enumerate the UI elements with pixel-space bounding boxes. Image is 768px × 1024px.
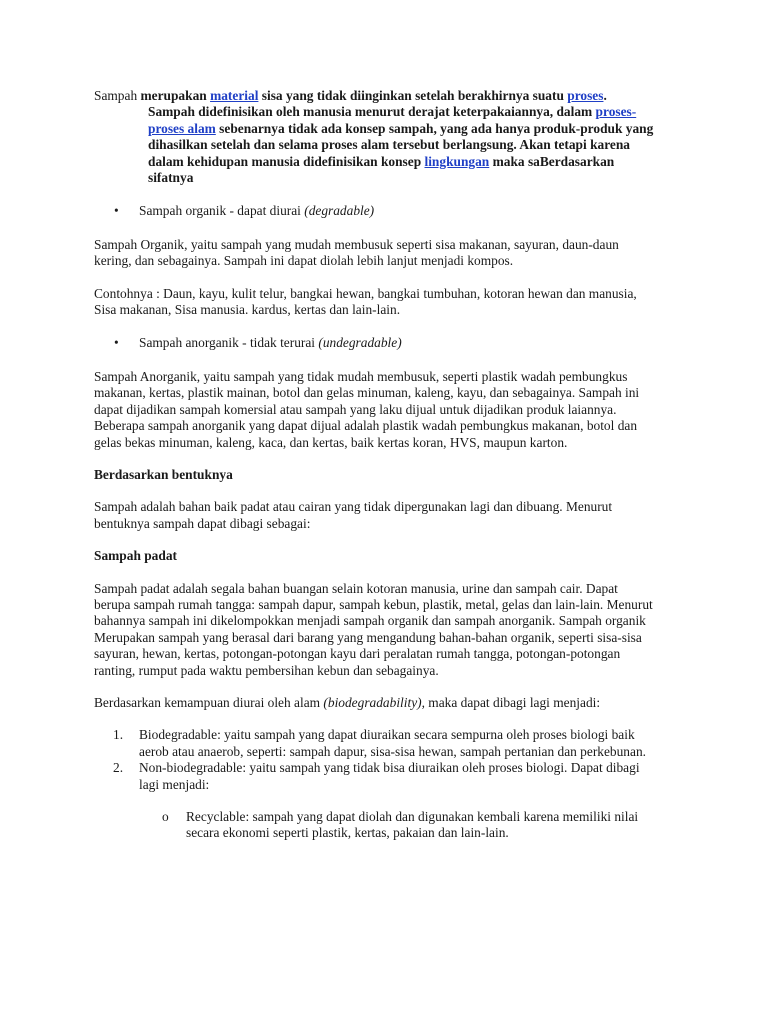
kemampuan-text-1: Berdasarkan kemampuan diurai oleh alam <box>94 694 324 710</box>
kemampuan-paragraph <box>94 695 654 711</box>
list-number: 2. <box>113 760 124 776</box>
bullet-anorganik <box>94 335 654 351</box>
sublist-item-text: Recyclable: sampah yang dapat diolah dan digunakan kembali karena memiliki nilai secara ekonomi seperti plastik, kertas, pakaian dan lain-lain. <box>186 809 639 841</box>
link-lingkungan[interactable]: lingkungan <box>424 153 490 169</box>
bullet-mark: • <box>114 203 119 219</box>
sublist-item <box>94 809 654 842</box>
bullet-organik-italic: (degradable) <box>304 203 375 219</box>
intro-text-3: . Sampah didefinisikan oleh manusia menurut derajat keterpakaiannya, dalam <box>148 88 607 120</box>
contoh-paragraph: Contohnya : Daun, kayu, kulit telur, bangkai hewan, bangkai tumbuhan, kotoran hewan dan manusia, Sisa makanan, Sisa manusia. kardus, kertas dan lain-lain. <box>94 285 637 318</box>
sublist-mark: o <box>162 809 169 824</box>
intro-text-1: merupakan <box>140 88 211 103</box>
bullet-organik <box>94 203 654 219</box>
kemampuan-italic: (biodegradability) <box>323 694 422 710</box>
list-item-text: Non-biodegradable: yaitu sampah yang tidak bisa diuraikan oleh proses biologi. Dapat dibagi lagi menjadi: <box>139 760 640 792</box>
anorganik-definition: Sampah Anorganik, yaitu sampah yang tidak mudah membusuk, seperti plastik wadah pembungkus makanan, kertas, plastik mainan, botol dan gelas minuman, kaleng, kayu, dan sebagainya. Sampah ini dapat dijadikan sampah komersial atau sampah yang laku dijual untuk dijadikan produk laiannya. Beberapa sampah anorganik yang dapat dijual adalah plastik wadah pembungkus makanan, botol dan gelas bekas minuman, kaleng, kaca, dan kertas, baik kertas koran, HVS, maupun karton. <box>94 368 640 450</box>
list-item <box>94 727 654 760</box>
link-proses[interactable]: proses <box>567 88 604 103</box>
padat-definition: Sampah padat adalah segala bahan buangan selain kotoran manusia, urine dan sampah cair. Dapat berupa sampah rumah tangga: sampah dapur, sampah kebun, plastik, metal, gelas dan lain-lain. Menurut bahannya sampah ini dikelompokkan menjadi sampah organik dan sampah anorganik. Sampah organik Merupakan sampah yang berasal dari barang yang mengandung bahan-bahan organik, seperti sisa-sisa sayuran, hewan, kertas, potongan-potongan kayu dari peralatan rumah tangga, potongan-potongan ranting, rumput pada waktu pembersihan kebun dan sebagainya. <box>94 580 653 678</box>
list-item-text: Biodegradable: yaitu sampah yang dapat diuraikan secara sempurna oleh proses biologi baik aerob atau anaerob, seperti: sampah dapur, sisa-sisa hewan, sampah pertanian dan perkebunan. <box>139 727 646 759</box>
list-item <box>94 760 654 793</box>
heading-padat: Sampah padat <box>94 548 177 564</box>
intro-paragraph <box>94 88 654 186</box>
bullet-anorganik-text: Sampah anorganik - tidak terurai <box>139 335 319 351</box>
document-page <box>94 88 654 842</box>
link-proses-alam[interactable]: proses-proses alam <box>148 104 637 136</box>
bullet-organik-text: Sampah organik - dapat diurai <box>139 203 305 219</box>
intro-text-plain: Sampah <box>94 88 141 103</box>
bullet-anorganik-italic: (undegradable) <box>318 335 402 351</box>
kemampuan-text-2: , maka dapat dibagi lagi menjadi: <box>421 694 601 710</box>
intro-text-2: sisa yang tidak diinginkan setelah berakhirnya suatu <box>258 88 568 103</box>
bullet-mark: • <box>114 335 119 351</box>
intro-text-5: maka saBerdasarkan sifatnya <box>148 153 615 186</box>
organik-definition: Sampah Organik, yaitu sampah yang mudah membusuk seperti sisa makanan, sayuran, daun-daun kering, dan sebagainya. Sampah ini dapat diolah lebih lanjut menjadi kompos. <box>94 236 619 269</box>
intro-text-4: sebenarnya tidak ada konsep sampah, yang ada hanya produk-produk yang dihasilkan setelah dan selama proses alam tersebut berlangsung. Akan tetapi karena dalam kehidupan manusia didefinisikan konsep <box>148 120 654 169</box>
list-number: 1. <box>113 727 124 743</box>
heading-bentuk: Berdasarkan bentuknya <box>94 466 233 482</box>
bentuk-definition: Sampah adalah bahan baik padat atau cairan yang tidak dipergunakan lagi dan dibuang. Menurut bentuknya sampah dapat dibagi sebagai: <box>94 499 613 531</box>
link-material[interactable]: material <box>210 88 259 103</box>
